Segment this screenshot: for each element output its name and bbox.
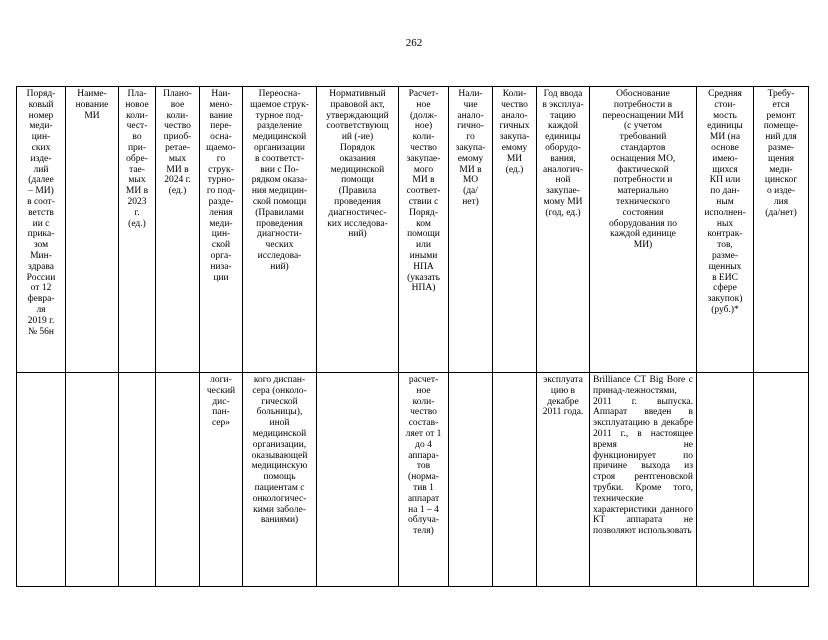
page-number: 262: [405, 37, 423, 49]
table-cell: [156, 373, 200, 587]
header-cell: Наиме- нование МИ: [66, 87, 119, 373]
table-cell: логи- ческий дис- пан- сер»: [200, 373, 243, 587]
table-cell: [17, 373, 66, 587]
header-cell: Плано- вое коли- чество приоб- ретае- мых МИ в 2024 г. (ед.): [156, 87, 200, 373]
header-cell: Коли- чество анало- гичных закупа- емому МИ (ед.): [493, 87, 537, 373]
table-cell: [66, 373, 119, 587]
header-cell: Расчет- ное (долж- ное) коли- чество закупае- мого МИ в соответ- ствии с Поряд- ком помощи или иными НПА (указать НПА): [399, 87, 449, 373]
header-cell: Переосна- щаемое струк- турное под- разделение медицинской организации в соответст- вии с По- рядком оказа- ния медицин- ской помощи (Правилами проведения диагности- ческих исследова- ний): [243, 87, 317, 373]
table-cell: [493, 373, 537, 587]
table-cell: [119, 373, 156, 587]
table-cell: эксплуата цию в декабре 2011 года.: [537, 373, 590, 587]
table-cell: [697, 373, 754, 587]
header-cell: Нали- чие анало- гично- го закупа- емому МИ в МО (да/ нет): [449, 87, 493, 373]
header-cell: Средняя стои- мость единицы МИ (на основе имею- щихся КП или по дан- ным исполнен- ных контрак- тов, разме- щенных в ЕИС сфере закупок) (руб.)*: [697, 87, 754, 373]
table-row: [17, 373, 809, 587]
justification-cell: Brilliance CT Big Bore с принад-лежностями, 2011 г. выпуска. Аппарат введен в эксплуатацию в декабре 2011 г., в настоящее время не функционирует по причине выхода из строя рентгеновской трубки. Кроме того, технические характеристики данного КТ аппарата не позволяют использовать: [590, 373, 697, 587]
header-cell: Пла- новое коли- чест- во при- обре- тае- мых МИ в 2023 г. (ед.): [119, 87, 156, 373]
header-cell: Требу- ется ремонт помеще- ний для разме- щения меди- цинског о изде- лия (да/нет): [754, 87, 809, 373]
header-cell: Нормативный правовой акт, утверждающий соответствующ ий (-ие) Порядок оказания медицинской помощи (Правила проведения диагностичес- ких исследова- ний): [317, 87, 399, 373]
table-cell: [317, 373, 399, 587]
header-cell: Год ввода в эксплуа- тацию каждой единицы оборудо- вания, аналогич- ной закупае- мому МИ (год, ед.): [537, 87, 590, 373]
table-cell: расчет- ное коли- чество состав- ляет от 1 до 4 аппара- тов (норма- тив 1 аппарат на 1 – 4 облуча- теля): [399, 373, 449, 587]
header-cell: Обоснование потребности в переоснащении МИ (с учетом требований стандартов оснащения МО, фактической потребности и материально технического состояния оборудования по каждой единице МИ): [590, 87, 697, 373]
equipment-table: [16, 86, 809, 587]
table-cell: [449, 373, 493, 587]
header-cell: Наи- мено- вание пере- осна- щаемо- го струк- турно- го под- разде- ления меди- цин- ской орга- низа- ции: [200, 87, 243, 373]
table-cell: [754, 373, 809, 587]
table-cell: кого диспан- сера (онколо- гической больницы), иной медицинской организации, оказывающей медицинскую помощь пациентам с онкологичес- кими заболе- ваниями): [243, 373, 317, 587]
table-header-row: [17, 87, 809, 373]
header-cell: Поряд- ковый номер меди- цин- ских изде- лий (далее – МИ) в соот- ветств ии с прика- зом Мин- здрава России от 12 февра- ля 2019 г. № 56н: [17, 87, 66, 373]
